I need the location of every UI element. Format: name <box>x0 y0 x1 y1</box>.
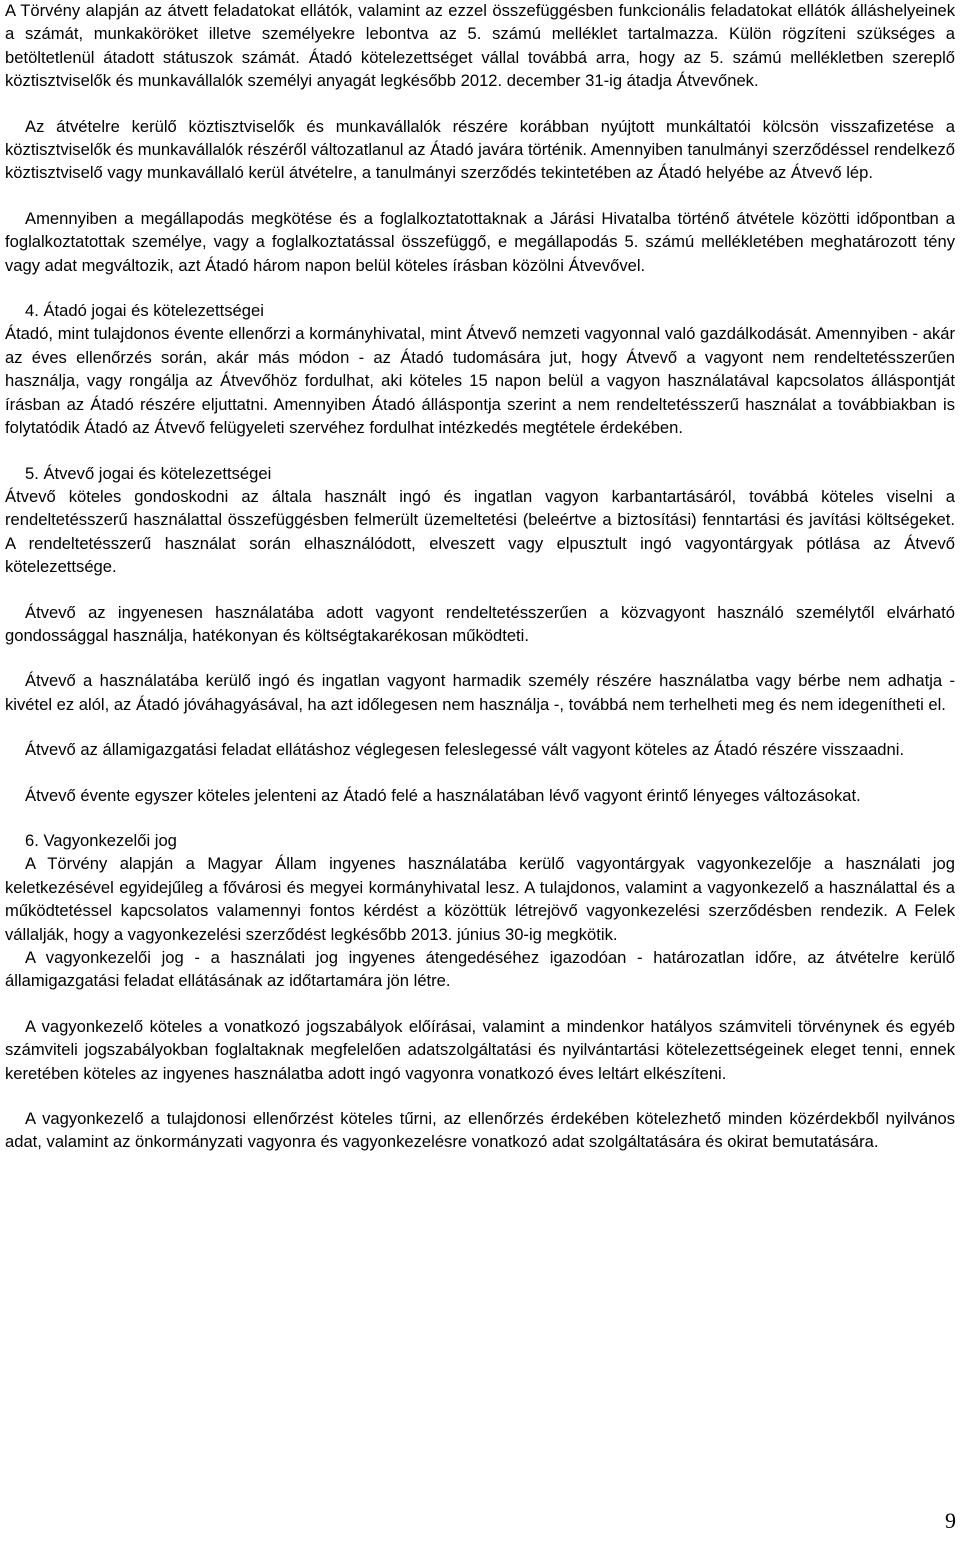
paragraph-third-party-use: Átvevő a használatába kerülő ingó és ingatlan vagyont harmadik személy részére használatba vagy bérbe nem adhatja - kivétel ez alól, az Átadó jóváhagyásával, ha azt időlegesen nem használja -, továbbá nem terhelheti meg és nem idegenítheti el. <box>5 671 955 714</box>
paragraph-surplus-return: Átvevő az államigazgatási feladat ellátáshoz véglegesen feleslegessé vált vagyont köteles az Átadó részére visszaadni. <box>25 740 905 760</box>
spacer <box>5 277 955 299</box>
paragraph-proper-use: Átvevő az ingyenesen használatába adott vagyont rendeltetésszerűen a közvagyont használó személytől elvárható gondossággal használja, hatékonyan és költségtakarékosan működteti. <box>5 602 955 645</box>
paragraph-owner-control: A vagyonkezelő a tulajdonosi ellenőrzést köteles tűrni, az ellenőrzés érdekében kötelezhető minden közérdekből nyilvános adat, valamint az önkormányzati vagyonra és vagyonkezelésre vonatkozó adat szolgáltatására és okirat bemutatására. <box>5 1109 955 1152</box>
spacer <box>5 716 955 738</box>
spacer <box>5 1085 955 1107</box>
page-number: 9 <box>945 1508 956 1533</box>
paragraph-personnel-changes: Amennyiben a megállapodás megkötése és a foglalkoztatottaknak a Járási Hivatalba történő átvétele közötti időpontban a foglalkoztatottak személye, vagy a foglalkoztatással összefüggő, e megállapodás 5. számú mellékletében meghatározott tény vagy adat megváltozik, azt Átadó három napon belül köteles írásban közölni Átvevővel. <box>5 208 955 275</box>
paragraph-management-right-term: A vagyonkezelői jog - a használati jog ingyenes átengedéséhez igazodóan - határozatlan időre, az átvételre kerülő államigazgatási feladat ellátásának az időtartamára jön létre. <box>5 948 955 991</box>
section-heading-5: 5. Átvevő jogai és kötelezettségei <box>25 463 272 483</box>
paragraph-employer-loan: Az átvételre kerülő köztisztviselők és munkavállalók részére korábban nyújtott munkáltatói kölcsön visszafizetése a köztisztviselők és munkavállalók részéről változatlanul az Átadó javára történik. Amennyiben tanulmányi szerződéssel rendelkező köztisztviselő vagy munkavállaló kerül átvételre, a tanulmányi szerződés tekintetében az Átadó helyébe az Átvevő lép. <box>5 116 956 183</box>
paragraph-annual-report: Átvevő évente egyszer köteles jelenteni az Átadó felé a használatában lévő vagyont érintő lényeges változásokat. <box>25 785 861 805</box>
spacer <box>5 185 955 207</box>
spacer <box>5 647 955 669</box>
paragraph-accounting-duty: A vagyonkezelő köteles a vonatkozó jogszabályok előírásai, valamint a mindenkor hatályos számviteli törvénynek és egyéb számviteli jogszabályokban foglaltaknak megfelelően adatszolgáltatási és nyilvántartási kötelezettségeinek eleget tenni, ennek keretében köteles az ingyenes használatba adott ingó vagyonra vonatkozó éves leltárt elkészíteni. <box>5 1016 955 1083</box>
spacer <box>5 579 955 601</box>
spacer <box>5 762 955 784</box>
spacer <box>5 93 955 115</box>
spacer <box>5 993 955 1015</box>
paragraph-staff-positions: A Törvény alapján az átvett feladatokat ellátók, valamint az ezzel összefüggésben funkcionális feladatokat ellátók álláshelyeinek a számát, munkaköröket illetve személyekre lebontva az 5. számú melléklet tartalmazza. Külön rögzíteni szükséges a betöltetlenül átadott státuszok számát. Átadó kötelezettséget vállal továbbá arra, hogy az 5. számú mellékletben szereplő köztisztviselők és munkavállalók személyi anyagát legkésőbb 2012. december 31-ig átadja Átvevőnek. <box>5 1 955 91</box>
paragraph-maintenance-duty: Átvevő köteles gondoskodni az általa használt ingó és ingatlan vagyon karbantartásáról, továbbá köteles viselni a rendeltetésszerű használattal összefüggésben felmerült üzemeltetési (beleértve a biztosítási) fenntartási és javítási költségeket. A rendeltetésszerű használat során elhasználódott, elveszett vagy elpusztult ingó vagyontárgyak pótlása az Átvevő kötelezettsége. <box>5 486 955 577</box>
section-heading-6: 6. Vagyonkezelői jog <box>25 830 177 850</box>
spacer <box>5 807 955 829</box>
paragraph-asset-manager: A Törvény alapján a Magyar Állam ingyenes használatába kerülő vagyontárgyak vagyonkezelője a használati jog keletkezésével egyidejűleg a fővárosi és megyei kormányhivatal lesz. A tulajdonos, valamint a vagyonkezelő a használattal és a működtetéssel kapcsolatos valamennyi fontos kérdést a közöttük létrejövő vagyonkezelési szerződésben rendezik. A Felek vállalják, hogy a vagyonkezelési szerződést legkésőbb 2013. június 30-ig megkötik. <box>5 854 955 944</box>
paragraph-transferor-rights: Átadó, mint tulajdonos évente ellenőrzi a kormányhivatal, mint Átvevő nemzeti vagyonnal való gazdálkodását. Amennyiben - akár az éves ellenőrzés során, akár más módon - az Átadó tudomására jut, hogy Átvevő a vagyont nem rendeltetésszerűen használja, vagy rongálja az Átvevőhöz fordulhat, aki köteles 15 napon belül a vagyon használatával kapcsolatos álláspontját írásban az Átadó részére eljuttatni. Amennyiben Átadó álláspontja szerint a nem rendeltetésszerű használat a továbbiakban is folytatódik Átadó az Átvevő felügyeleti szervéhez fordulhat intézkedés megtétele érdekében. <box>5 324 955 438</box>
section-heading-4: 4. Átadó jogai és kötelezettségei <box>25 301 264 321</box>
spacer <box>5 440 955 462</box>
